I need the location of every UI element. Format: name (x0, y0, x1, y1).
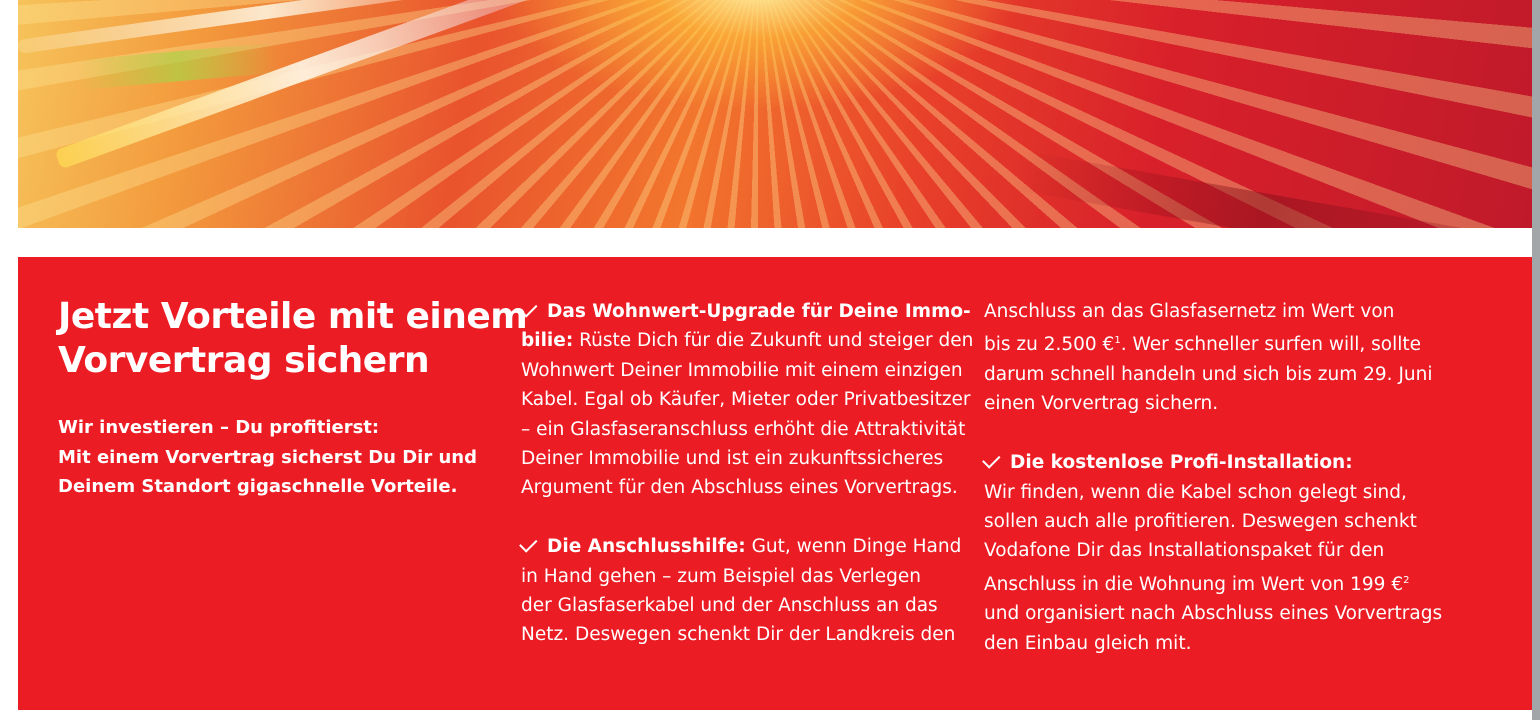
check-icon (982, 450, 1000, 468)
hero-image (18, 0, 1532, 228)
benefit-text: Vodafone Dir das Installationspaket für den (984, 540, 1385, 562)
benefit-text: Gut, wenn Dinge Hand (745, 536, 962, 558)
footnote-marker: 1 (1114, 335, 1121, 347)
benefit-title: Die kostenlose Profi-Installation: (1010, 452, 1353, 474)
page-title (58, 295, 527, 383)
title-line: Jetzt Vorteile mit einem (58, 296, 528, 337)
benefits-panel (18, 257, 1532, 710)
benefit-text: Kabel. Egal ob Käufer, Mieter oder Privatbesitzer (521, 389, 971, 411)
benefit-text: Deiner Immobilie und ist ein zukunftssicheres (521, 448, 944, 470)
benefit-text: sollen auch alle profitieren. Deswegen schenkt (984, 510, 1417, 532)
title-line: Vorvertrag sichern (58, 340, 430, 381)
benefits-column-2 (521, 297, 973, 650)
benefit-text: Rüste Dich für die Zukunft und steiger den (573, 330, 974, 352)
benefit-text: einen Vorvertrag sichern. (984, 393, 1219, 415)
intro-line: Wir investieren – Du profitierst: (58, 417, 380, 438)
benefit-text: bis zu 2.500 € (984, 334, 1115, 356)
intro-text (58, 413, 477, 502)
scrollbar[interactable] (1532, 0, 1540, 720)
benefit-text: und organisiert nach Abschluss eines Vorvertrags (984, 603, 1443, 625)
light-streak (1015, 150, 1514, 228)
benefit-text: Anschluss an das Glasfasernetz im Wert von (984, 301, 1395, 322)
benefit-text: in Hand gehen – zum Beispiel das Verlegen (521, 565, 921, 587)
benefit-text: Anschluss in die Wohnung im Wert von 199 € (984, 573, 1404, 595)
benefit-title: Die Anschlusshilfe: (547, 536, 746, 558)
benefit-text: – ein Glasfaseranschluss erhöht die Attraktivität (521, 418, 966, 440)
check-icon (519, 299, 537, 317)
benefit-title: bilie: (521, 330, 574, 352)
intro-line: Deinem Standort gigaschnelle Vorteile. (58, 476, 458, 497)
benefit-text: Argument für den Abschluss eines Vorvertrags. (521, 477, 958, 499)
benefit-text: den Einbau gleich mit. (984, 632, 1192, 654)
benefits-column-3 (984, 297, 1442, 658)
benefit-title: Das Wohnwert-Upgrade für Deine Immo- (547, 301, 971, 322)
benefit-text: der Glasfaserkabel und der Anschluss an das (521, 595, 938, 617)
benefit-text: Netz. Deswegen schenkt Dir der Landkreis den (521, 624, 956, 646)
benefit-text: . Wer schneller surfen will, sollte (1120, 334, 1422, 356)
intro-line: Mit einem Vorvertrag sicherst Du Dir und (58, 446, 477, 468)
benefit-text: Wir finden, wenn die Kabel schon gelegt sind, (984, 481, 1407, 503)
benefit-text: Wohnwert Deiner Immobilie mit einem einzigen (521, 359, 963, 381)
footnote-marker: 2 (1403, 574, 1410, 586)
benefit-text: darum schnell handeln und sich bis zum 29. Juni (984, 363, 1433, 385)
check-icon (519, 535, 537, 553)
